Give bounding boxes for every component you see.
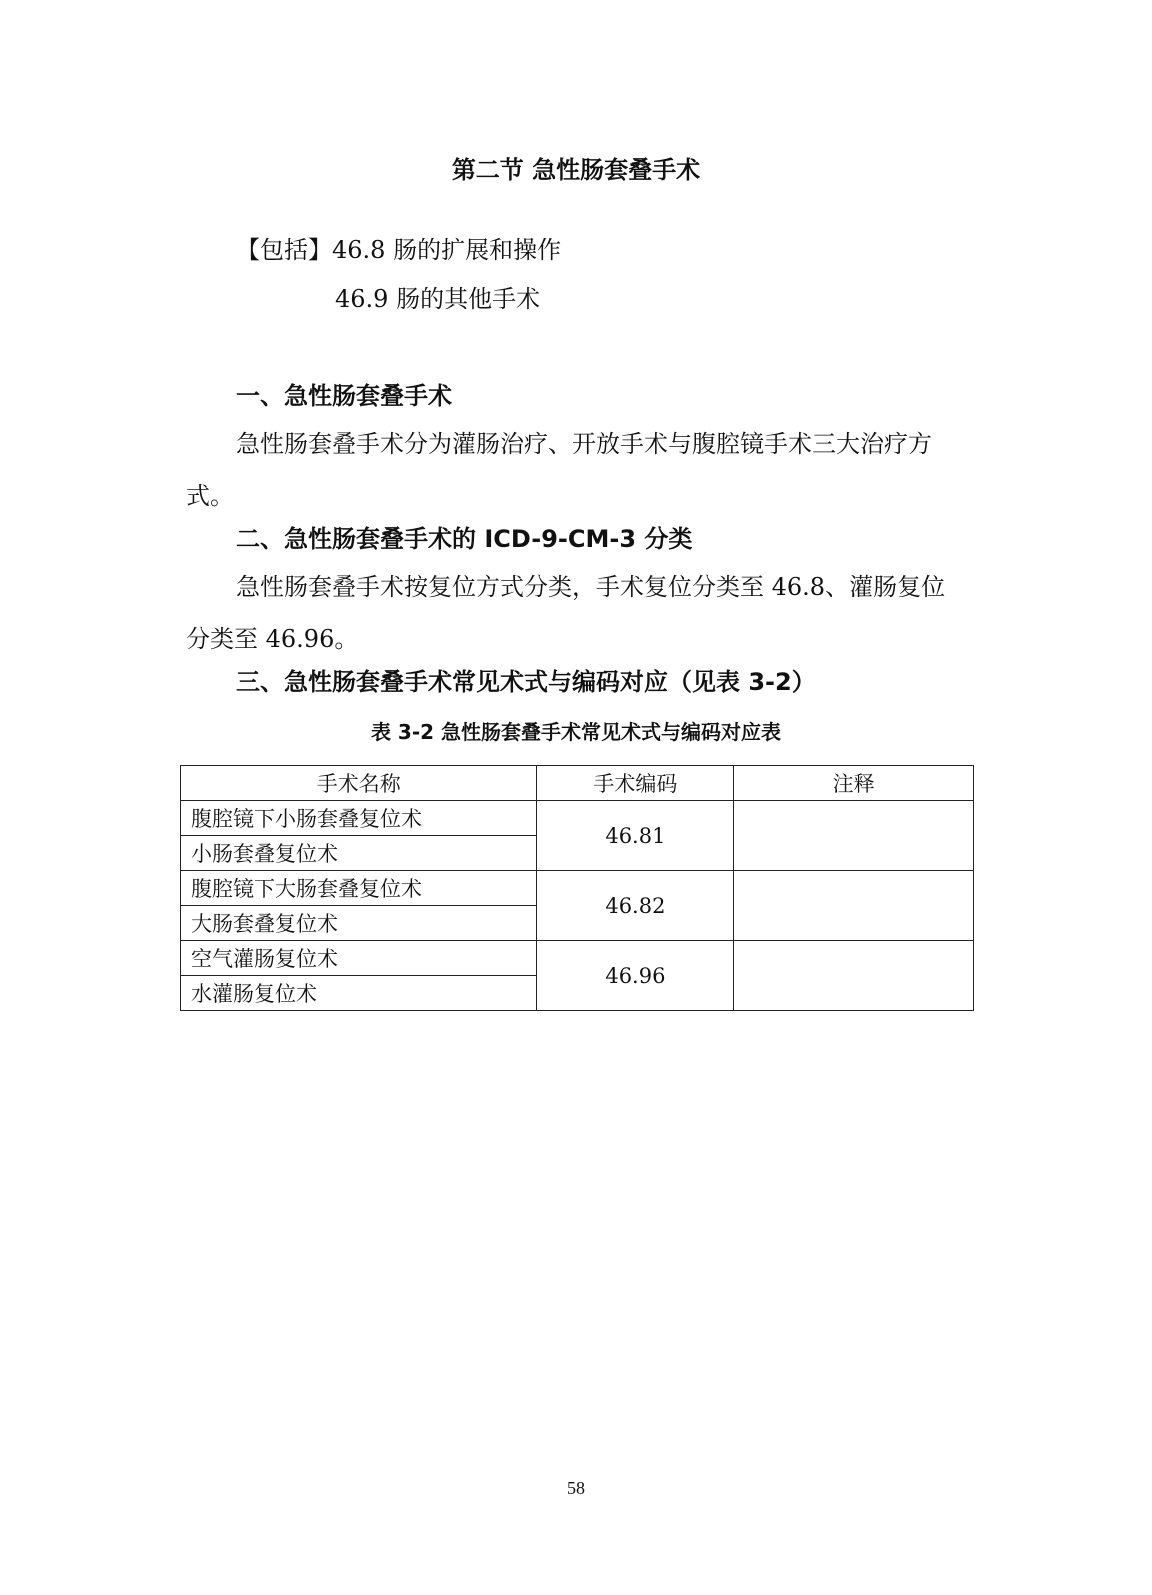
paragraph-section-1: 急性肠套叠手术分为灌肠治疗、开放手术与腹腔镜手术三大治疗方式。 [186, 430, 932, 510]
procedure-name-cell: 空气灌肠复位术 [181, 941, 537, 976]
procedure-code-cell: 46.81 [537, 801, 734, 871]
header-procedure-name: 手术名称 [181, 766, 537, 801]
heading-section-3: 三、急性肠套叠手术常见术式与编码对应（见表 3-2） [236, 668, 816, 696]
notes-cell [734, 801, 974, 871]
heading-section-1: 一、急性肠套叠手术 [236, 382, 452, 410]
section-title: 第二节 急性肠套叠手术 [451, 156, 701, 184]
procedure-name-cell: 腹腔镜下小肠套叠复位术 [181, 801, 537, 836]
code-table [180, 765, 974, 1011]
table-row [181, 801, 974, 836]
procedure-name-cell: 腹腔镜下大肠套叠复位术 [181, 871, 537, 906]
table-row [181, 941, 974, 976]
table-row [181, 871, 974, 906]
table-caption: 表 3-2 急性肠套叠手术常见术式与编码对应表 [370, 720, 782, 744]
header-procedure-code: 手术编码 [537, 766, 734, 801]
include-line-1 [236, 232, 561, 268]
notes-cell [734, 871, 974, 941]
include-item-46-9: 46.9 肠的其他手术 [335, 285, 541, 313]
procedure-name-cell: 小肠套叠复位术 [181, 836, 537, 871]
notes-cell [734, 941, 974, 1011]
procedure-code-cell: 46.96 [537, 941, 734, 1011]
include-item-46-8: 46.8 肠的扩展和操作 [332, 236, 562, 264]
include-label: 【包括】 [236, 236, 332, 264]
procedure-code-cell: 46.82 [537, 871, 734, 941]
procedure-name-cell: 大肠套叠复位术 [181, 906, 537, 941]
page-number: 58 [567, 1478, 585, 1498]
paragraph-section-2: 急性肠套叠手术按复位方式分类，手术复位分类至 46.8、灌肠复位分类至 46.96。 [186, 573, 946, 653]
heading-section-2: 二、急性肠套叠手术的 ICD-9-CM-3 分类 [236, 525, 693, 553]
table-header-row [181, 766, 974, 801]
header-notes: 注释 [734, 766, 974, 801]
procedure-name-cell: 水灌肠复位术 [181, 976, 537, 1011]
